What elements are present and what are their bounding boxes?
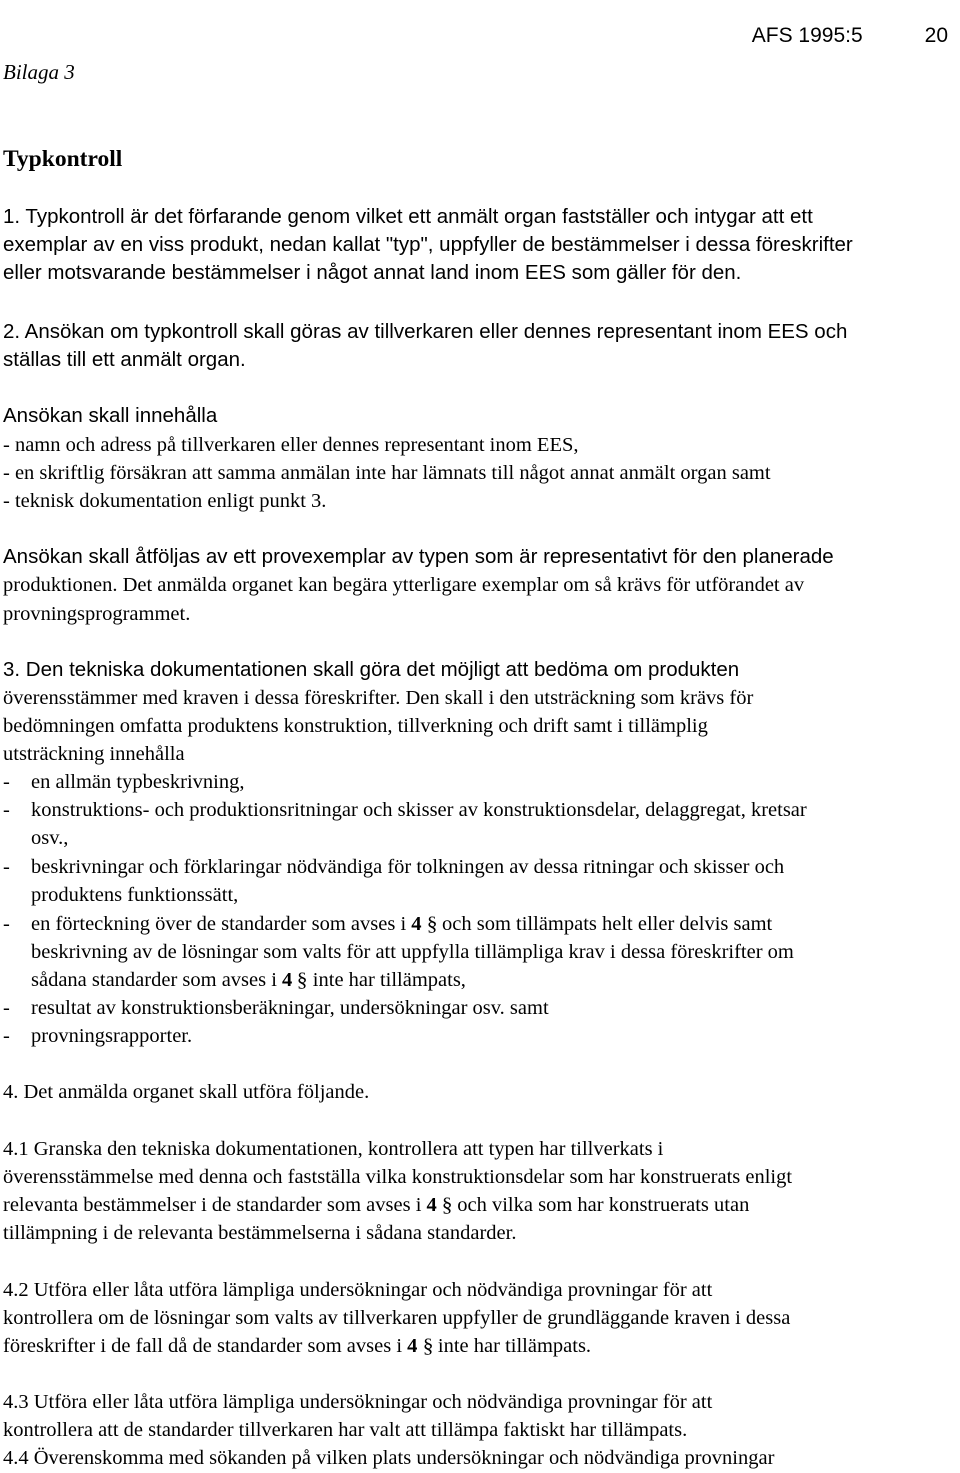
list-item-line: resultat av konstruktionsberäkningar, undersökningar osv. samt xyxy=(31,997,549,1019)
paragraph-line: eller motsvarande bestämmelser i något annat land inom EES som gäller för den. xyxy=(3,261,742,284)
paragraph-line: - en skriftlig försäkran att samma anmälan inte har lämnats till något annat anmält organ samt xyxy=(3,462,771,484)
paragraph-line: överensstämmer med kraven i dessa föreskrifter. Den skall i den utsträckning som krävs för xyxy=(3,687,754,709)
paragraph-line: 4.3 Utföra eller låta utföra lämpliga undersökningar och nödvändiga provningar för att xyxy=(3,1391,713,1413)
paragraph-line: - namn och adress på tillverkaren eller dennes representant inom EES, xyxy=(3,434,579,456)
paragraph-line: tillämpning i de relevanta bestämmelserna i sådana standarder. xyxy=(3,1222,517,1244)
list-item-line: osv., xyxy=(31,827,69,849)
paragraph-line: produktionen. Det anmälda organet kan begära ytterligare exemplar om så krävs för utförandet av xyxy=(3,574,805,596)
list-item-line: sådana standarder som avses i 4 § inte har tillämpats, xyxy=(31,969,466,991)
paragraph-line: Ansökan skall åtföljas av ett provexemplar av typen som är representativt för den planerade xyxy=(3,545,834,568)
list-item-line: beskrivning av de lösningar som valts för att uppfylla tillämpliga krav i dessa föreskrifter om xyxy=(31,941,794,963)
list-item-line: produktens funktionssätt, xyxy=(31,884,239,906)
paragraph-line: utsträckning innehålla xyxy=(3,743,185,765)
paragraph-line: 4.2 Utföra eller låta utföra lämpliga undersökningar och nödvändiga provningar för att xyxy=(3,1279,713,1301)
paragraph-line: 2. Ansökan om typkontroll skall göras av tillverkaren eller dennes representant inom EES och xyxy=(3,320,848,343)
paragraph-line: - teknisk dokumentation enligt punkt 3. xyxy=(3,490,327,512)
list-item-line: konstruktions- och produktionsritningar och skisser av konstruktionsdelar, delaggregat, kretsar xyxy=(31,799,807,821)
list-dash: - xyxy=(3,913,10,935)
paragraph-line: 4.4 Överenskomma med sökanden på vilken plats undersökningar och nödvändiga provningar xyxy=(3,1447,775,1469)
list-item-line: en allmän typbeskrivning, xyxy=(31,771,245,793)
paragraph-line: överensstämmelse med denna och fastställa vilka konstruktionsdelar som har konstruerats enligt xyxy=(3,1166,793,1188)
list-item-line: beskrivningar och förklaringar nödvändiga för tolkningen av dessa ritningar och skisser och xyxy=(31,856,785,878)
page-number: 20 xyxy=(924,24,948,47)
section-reference: 4 § xyxy=(282,969,308,991)
document-reference: AFS 1995:5 xyxy=(751,24,863,47)
list-item-line: provningsrapporter. xyxy=(31,1025,193,1047)
list-dash: - xyxy=(3,997,10,1019)
list-dash: - xyxy=(3,771,10,793)
paragraph-line: kontrollera att de standarder tillverkaren har valt att tillämpa faktiskt har tillämpats. xyxy=(3,1419,688,1441)
paragraph-line: 1. Typkontroll är det förfarande genom vilket ett anmält organ fastställer och intygar att ett xyxy=(3,205,813,228)
list-dash: - xyxy=(3,856,10,878)
paragraph-line: föreskrifter i de fall då de standarder som avses i 4 § inte har tillämpats. xyxy=(3,1335,592,1357)
list-dash: - xyxy=(3,799,10,821)
page-header xyxy=(740,0,948,48)
paragraph-line: exemplar av en viss produkt, nedan kallat "typ", uppfyller de bestämmelser i dessa föreskrifter xyxy=(3,233,853,256)
paragraph-line: 3. Den tekniska dokumentationen skall göra det möjligt att bedöma om produkten xyxy=(3,658,740,681)
section-reference: 4 § xyxy=(407,1335,434,1357)
list-dash: - xyxy=(3,1025,10,1047)
paragraph-line: bedömningen omfatta produktens konstruktion, tillverkning och drift samt i tillämplig xyxy=(3,715,708,737)
paragraph-line: provningsprogrammet. xyxy=(3,603,191,625)
section-reference: 4 § xyxy=(426,1194,453,1216)
document-title: Typkontroll xyxy=(3,146,123,172)
list-item-line: en förteckning över de standarder som avses i 4 § och som tillämpats helt eller delvis samt xyxy=(31,913,773,935)
paragraph-line: ställas till ett anmält organ. xyxy=(3,348,246,371)
paragraph-line: relevanta bestämmelser i de standarder som avses i 4 § och vilka som har konstruerats utan xyxy=(3,1194,750,1216)
section-reference: 4 § xyxy=(411,913,438,935)
paragraph-line: 4.1 Granska den tekniska dokumentationen, kontrollera att typen har tillverkats i xyxy=(3,1138,664,1160)
appendix-label: Bilaga 3 xyxy=(3,60,75,84)
section-4-heading: 4. Det anmälda organet skall utföra följande. xyxy=(3,1081,370,1103)
paragraph-line: kontrollera om de lösningar som valts av tillverkaren uppfyller de grundläggande kraven i dessa xyxy=(3,1307,791,1329)
paragraph-line: Ansökan skall innehålla xyxy=(3,404,218,427)
